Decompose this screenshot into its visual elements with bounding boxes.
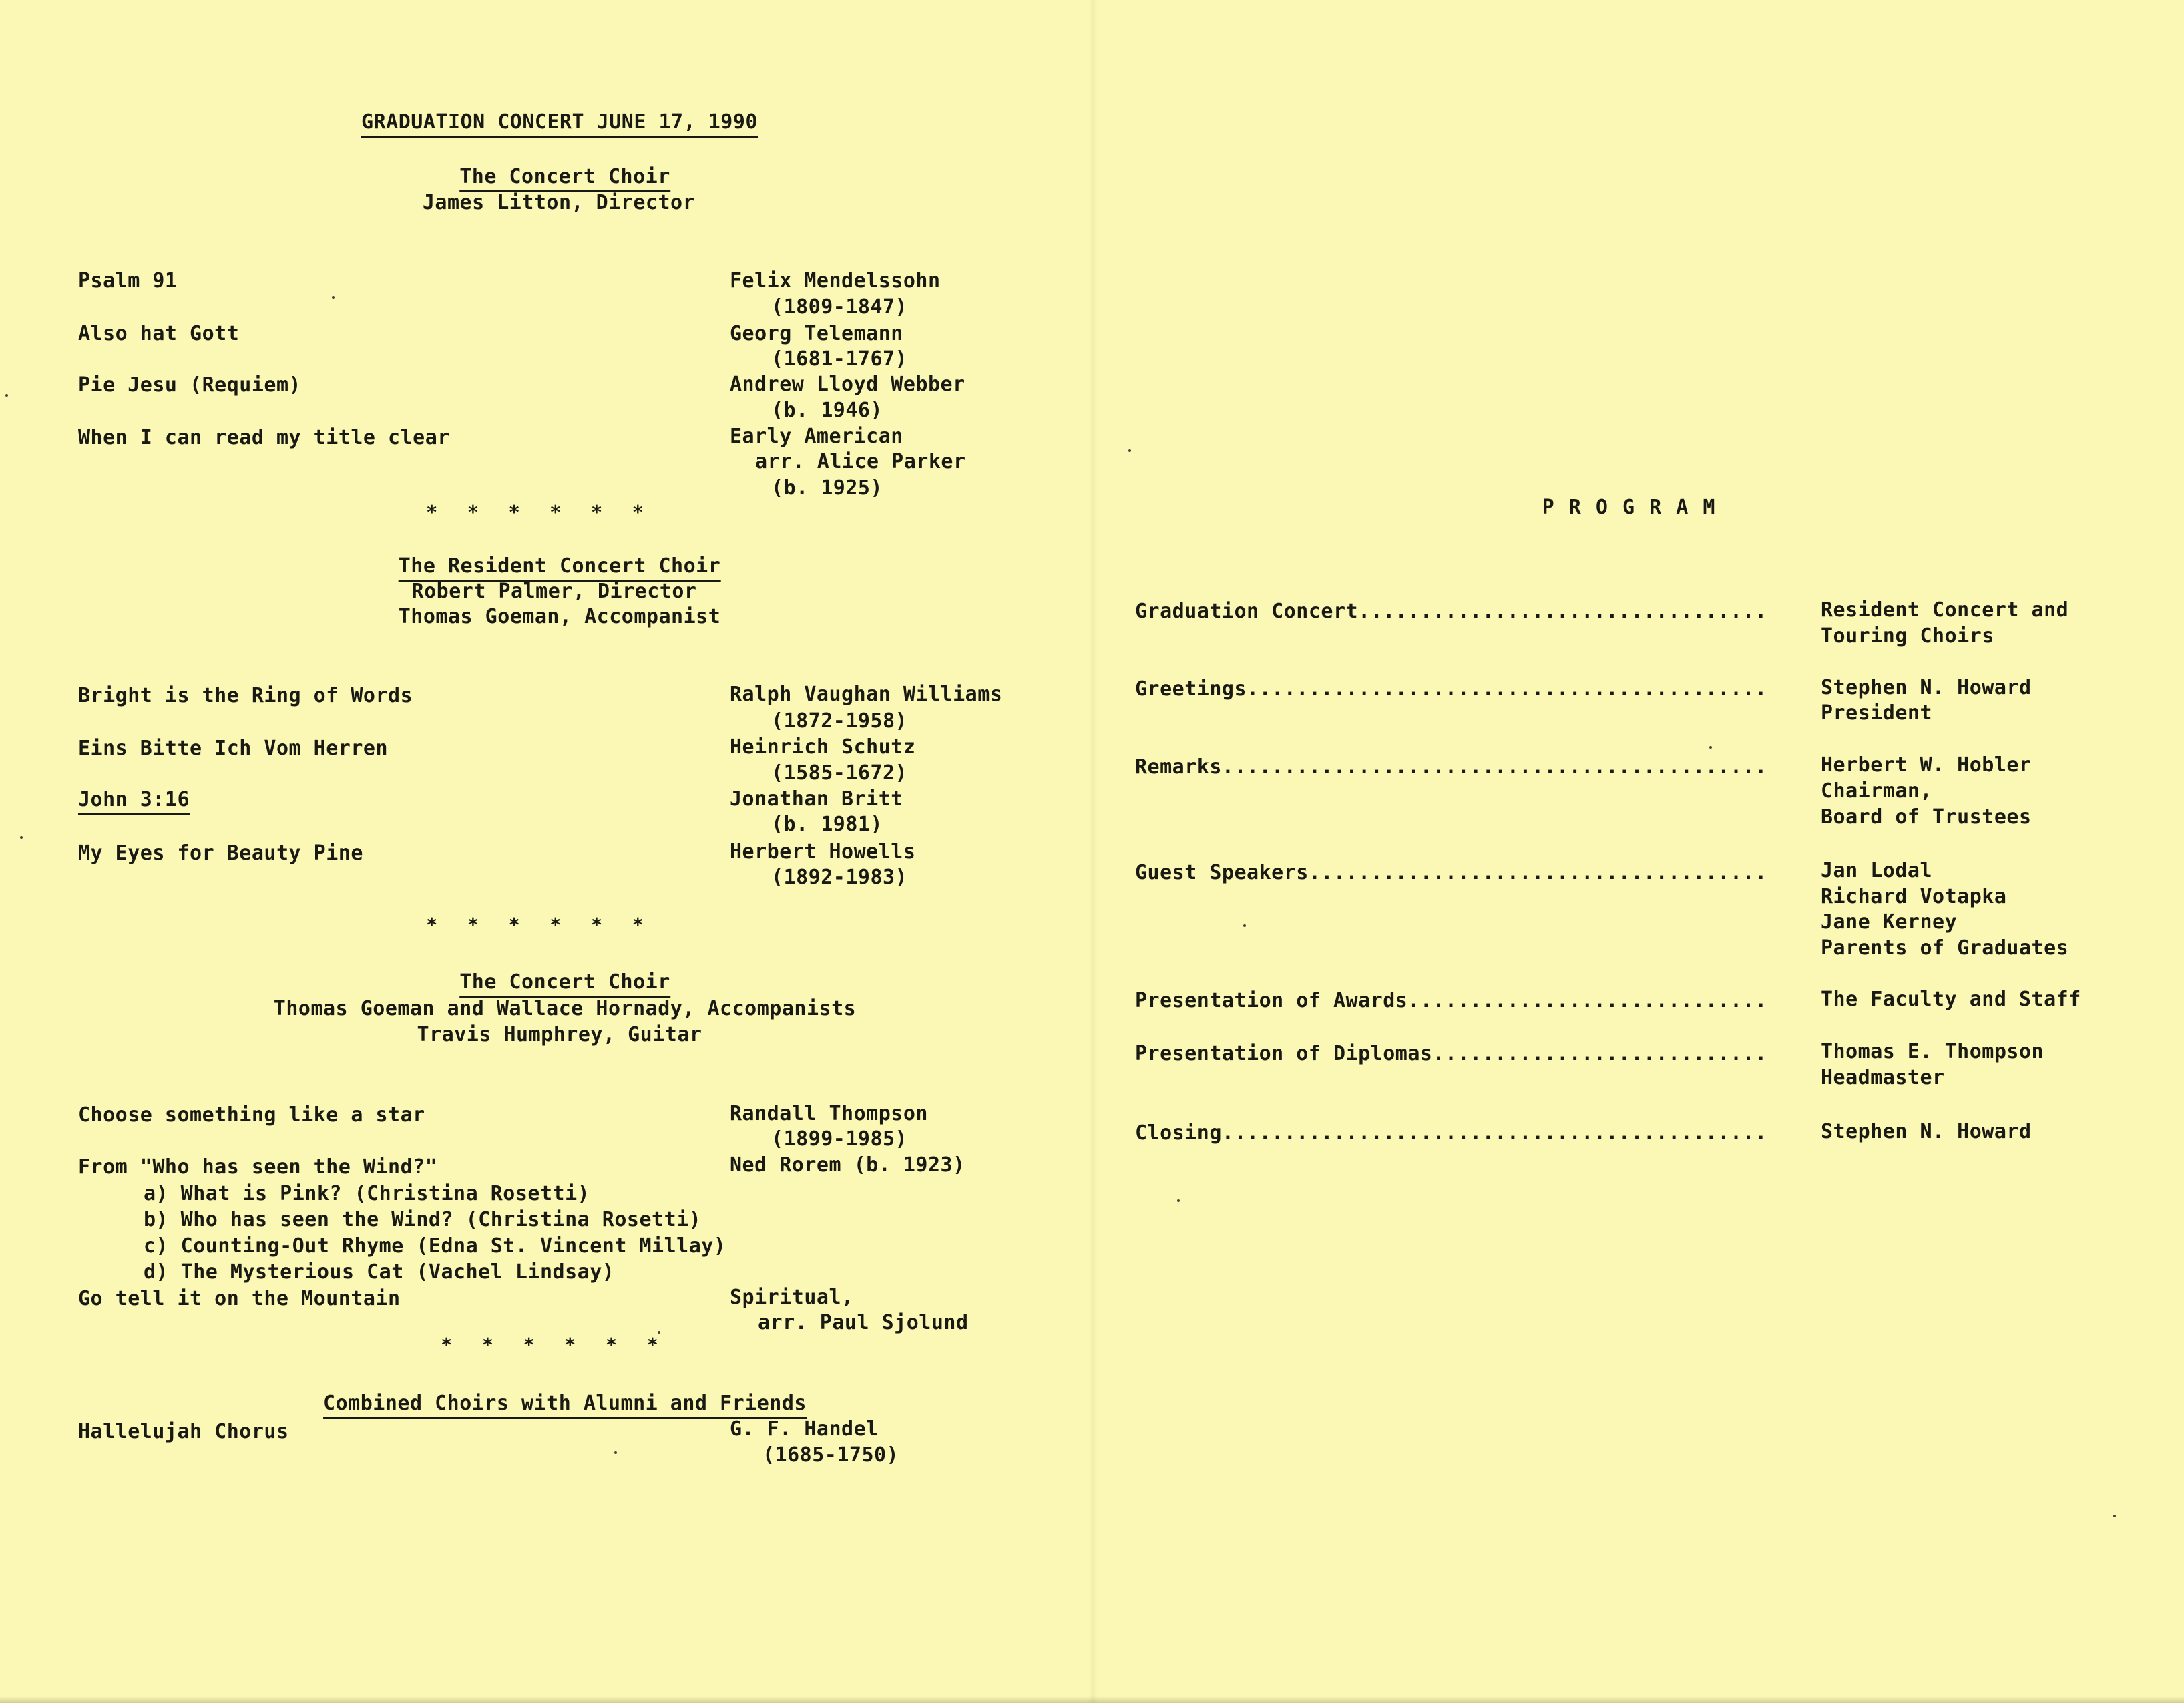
piece-part: c) Counting-Out Rhyme (Edna St. Vincent Millay): [144, 1234, 726, 1258]
program-title: P R O G R A M: [1542, 496, 1717, 519]
section-separator: * * * * * *: [441, 1334, 668, 1356]
piece-dates: (b. 1946): [771, 399, 883, 422]
program-item-value: Headmaster: [1821, 1066, 1945, 1089]
piece-composer: G. F. Handel: [730, 1417, 879, 1441]
piece-part: b) Who has seen the Wind? (Christina Rosetti): [144, 1208, 702, 1232]
page-edge: [0, 1696, 2184, 1703]
program-item-value: The Faculty and Staff: [1821, 988, 2081, 1011]
program-item-value: Parents of Graduates: [1821, 936, 2069, 960]
piece-composer: Spiritual,: [730, 1286, 854, 1309]
piece-arranger: arr. Paul Sjolund: [758, 1311, 969, 1334]
piece-dates: (1809-1847): [771, 295, 908, 319]
piece-title: Psalm 91: [78, 269, 178, 293]
program-item-label: Guest Speakers.....................................: [1135, 861, 1767, 884]
piece-composer: Andrew Lloyd Webber: [730, 373, 965, 396]
program-item-value: Stephen N. Howard: [1821, 676, 2032, 699]
piece-dates: (b. 1925): [771, 476, 883, 500]
paper-speck: [1243, 924, 1246, 927]
piece-composer: Herbert Howells: [730, 840, 916, 864]
section-separator: * * * * * *: [426, 914, 653, 936]
piece-composer: Jonathan Britt: [730, 787, 903, 811]
paper-speck: [5, 394, 8, 397]
piece-dates: (1872-1958): [771, 709, 908, 733]
program-item-value: President: [1821, 701, 1933, 725]
piece-title: Pie Jesu (Requiem): [78, 373, 302, 397]
piece-title: Hallelujah Chorus: [78, 1420, 289, 1443]
piece-title: Bright is the Ring of Words: [78, 684, 413, 707]
piece-title: When I can read my title clear: [78, 426, 450, 449]
center-fold: [1088, 0, 1098, 1703]
piece-dates: (1681-1767): [771, 347, 908, 371]
program-item-label: Remarks............................................: [1135, 755, 1767, 779]
piece-composer: Ralph Vaughan Williams: [730, 683, 1003, 706]
program-item-value: Thomas E. Thompson: [1821, 1040, 2044, 1063]
paper-speck: [332, 296, 335, 299]
piece-dates: (1685-1750): [762, 1443, 899, 1467]
piece-arranger: arr. Alice Parker: [755, 450, 966, 474]
program-item-value: Richard Votapka: [1821, 885, 2007, 908]
piece-dates: (1585-1672): [771, 761, 908, 785]
section1-heading: The Concert Choir: [459, 165, 670, 192]
section-separator: * * * * * *: [426, 501, 653, 523]
piece-title: Choose something like a star: [78, 1103, 425, 1127]
section2-accompanist: Thomas Goeman, Accompanist: [398, 605, 721, 628]
piece-dates: (b. 1981): [771, 813, 883, 836]
piece-title: Eins Bitte Ich Vom Herren: [78, 737, 389, 760]
paper-speck: [1709, 746, 1712, 749]
piece-composer: Felix Mendelssohn: [730, 269, 941, 293]
piece-dates: (1892-1983): [771, 866, 908, 889]
paper-speck: [658, 1331, 660, 1334]
piece-title: Go tell it on the Mountain: [78, 1287, 401, 1310]
program-item-value: Touring Choirs: [1821, 624, 1994, 648]
piece-dates: (1899-1985): [771, 1127, 908, 1151]
piece-composer: Georg Telemann: [730, 322, 903, 345]
section2-heading: The Resident Concert Choir: [399, 554, 721, 582]
paper-speck: [1177, 1199, 1180, 1202]
program-item-value: Jan Lodal: [1821, 859, 1933, 882]
paper-speck: [20, 836, 23, 839]
program-item-label: Presentation of Diplomas...........................: [1135, 1042, 1767, 1065]
section2-director: Robert Palmer, Director: [411, 580, 697, 603]
piece-composer: Heinrich Schutz: [730, 735, 916, 759]
program-item-value: Resident Concert and: [1821, 598, 2069, 622]
section3-accompanists: Thomas Goeman and Wallace Hornady, Accompanists: [273, 997, 857, 1020]
piece-composer: Ned Rorem (b. 1923): [730, 1153, 965, 1177]
program-item-value: Jane Kerney: [1821, 910, 1958, 934]
program-item-label: Closing............................................: [1135, 1121, 1767, 1145]
piece-title: Also hat Gott: [78, 322, 240, 345]
piece-part: a) What is Pink? (Christina Rosetti): [144, 1182, 590, 1205]
program-item-value: Board of Trustees: [1821, 805, 2032, 829]
program-item-label: Graduation Concert.................................: [1135, 600, 1767, 623]
program-item-value: Stephen N. Howard: [1821, 1120, 2032, 1143]
piece-title: From "Who has seen the Wind?": [78, 1155, 438, 1179]
concert-title: GRADUATION CONCERT JUNE 17, 1990: [361, 110, 758, 138]
paper-speck: [614, 1451, 617, 1454]
paper-speck: [1128, 449, 1131, 452]
piece-part: d) The Mysterious Cat (Vachel Lindsay): [144, 1260, 615, 1284]
piece-title: My Eyes for Beauty Pine: [78, 841, 363, 865]
program-item-value: Chairman,: [1821, 779, 1933, 803]
piece-composer: Early American: [730, 425, 903, 448]
section3-guitar: Travis Humphrey, Guitar: [417, 1023, 702, 1047]
piece-composer: Randall Thompson: [730, 1102, 928, 1125]
section1-director: James Litton, Director: [422, 191, 696, 214]
program-item-value: Herbert W. Hobler: [1821, 753, 2032, 777]
section4-heading: Combined Choirs with Alumni and Friends: [323, 1392, 807, 1419]
section3-heading: The Concert Choir: [459, 970, 670, 998]
paper-speck: [2113, 1515, 2116, 1517]
program-item-label: Greetings..........................................: [1135, 677, 1767, 701]
piece-title: John 3:16: [78, 788, 190, 815]
program-item-label: Presentation of Awards.............................: [1135, 989, 1767, 1012]
